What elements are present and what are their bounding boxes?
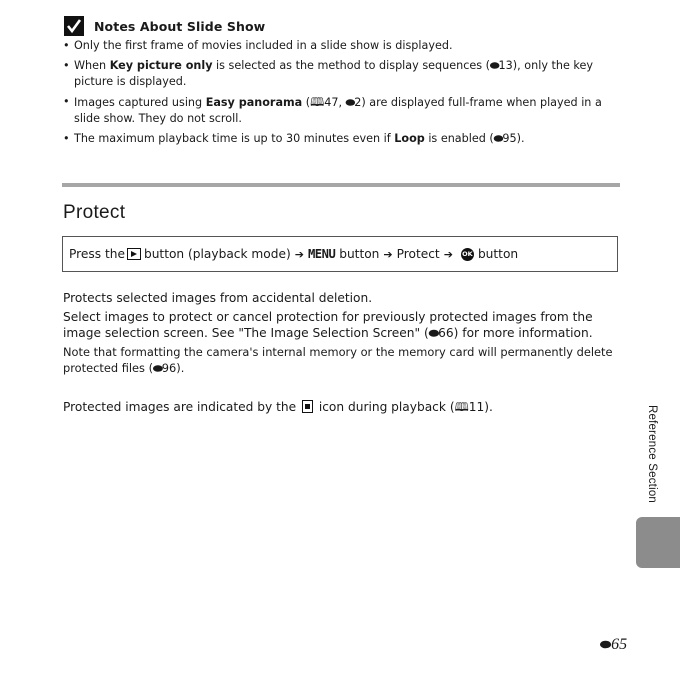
ok-icon: OK <box>461 248 474 261</box>
body-text-2: Select images to protect or cancel protection for previously protected images from the image selection screen. See "The Image Selection Screen" (⬬66) for more information. <box>63 310 593 340</box>
notes-list <box>62 38 622 151</box>
reference-icon: ⬬ <box>489 59 499 72</box>
arrow-icon: ➔ <box>294 247 304 261</box>
note-heading <box>64 16 265 36</box>
note-title: Notes About Slide Show <box>94 18 266 34</box>
reference-icon: ⬬ <box>345 96 355 109</box>
sidebar-tab <box>636 517 680 568</box>
check-icon <box>64 16 84 36</box>
reference-icon: ⬬ <box>600 637 611 653</box>
reference-icon: ⬬ <box>153 361 162 375</box>
section-title: Protect <box>63 202 126 223</box>
menu-button-label: MENU <box>307 247 336 261</box>
section-divider <box>62 183 620 187</box>
list-item: • When Key picture only is selected as the method to display sequences (⬬13), only the key picture is displayed. <box>62 58 622 90</box>
sidebar-label: Reference Section <box>646 405 658 504</box>
reference-icon: ⬬ <box>493 132 503 145</box>
menu-path-box: Press the button (playback mode) ➔ MENU button ➔ Protect ➔ OK button <box>62 236 618 272</box>
body-text-3: Note that formatting the camera's internal memory or the memory card will permanently delete protected files (⬬96). <box>63 345 613 375</box>
arrow-icon: ➔ <box>383 247 393 261</box>
reference-icon: ⬬ <box>428 326 439 340</box>
protect-icon <box>302 400 313 413</box>
list-item: • The maximum playback time is up to 30 minutes even if Loop is enabled (⬬95). <box>62 131 622 147</box>
book-icon: 🕮 <box>454 400 469 414</box>
page-number: ⬬ 65 <box>600 636 628 653</box>
list-item: • Only the first frame of movies included in a slide show is displayed. <box>62 38 622 54</box>
book-icon: 🕮 <box>310 95 325 109</box>
body-text-1: Protects selected images from accidental deletion. <box>63 291 373 305</box>
body-text-4: Protected images are indicated by the icon during playback (🕮11). <box>63 400 493 414</box>
list-item: • Images captured using Easy panorama (🕮47, ⬬2) are displayed full-frame when played in a slide show. They do not scroll. <box>62 94 622 127</box>
playback-icon <box>127 248 141 260</box>
arrow-icon: ➔ <box>443 247 453 261</box>
